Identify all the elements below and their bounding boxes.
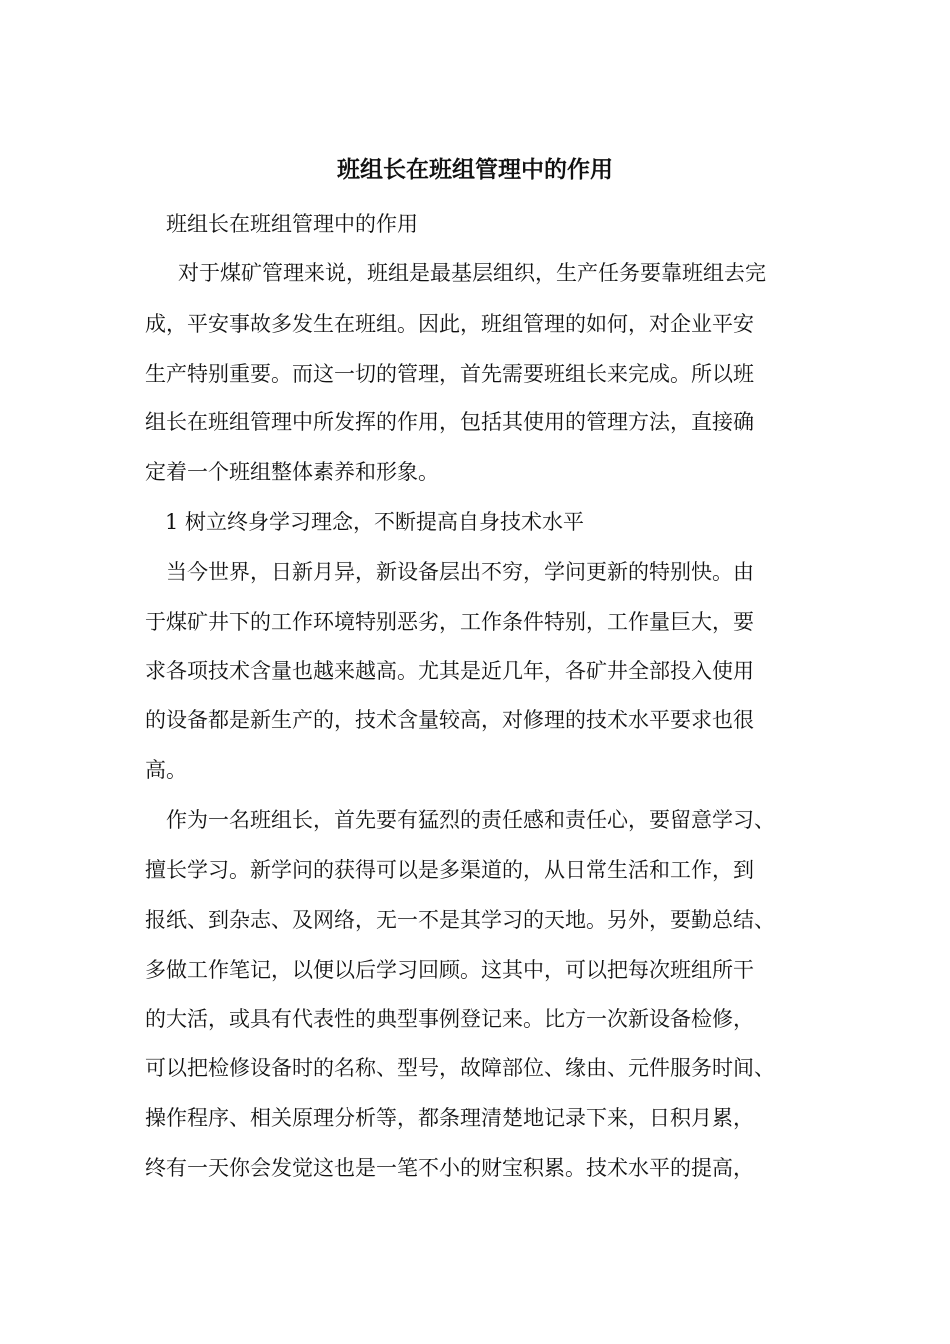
paragraph-3-line-6: 可以把检修设备时的名称、型号，故障部位、缘由、元件服务时间、 <box>145 1056 775 1080</box>
paragraph-2-line-2: 于煤矿井下的工作环境特别恶劣，工作条件特别，工作量巨大，要 <box>145 610 754 634</box>
paragraph-3-line-4: 多做工作笔记，以便以后学习回顾。这其中，可以把每次班组所干 <box>145 958 754 982</box>
subtitle-line: 班组长在班组管理中的作用 <box>166 212 418 236</box>
paragraph-2-line-5: 高。 <box>145 758 187 782</box>
paragraph-2-line-4: 的设备都是新生产的，技术含量较高，对修理的技术水平要求也很 <box>145 708 754 732</box>
paragraph-3-line-2: 擅长学习。新学问的获得可以是多渠道的，从日常生活和工作，到 <box>145 858 754 882</box>
paragraph-3-line-1: 作为一名班组长，首先要有猛烈的责任感和责任心，要留意学习、 <box>166 808 775 832</box>
paragraph-3-line-3: 报纸、到杂志、及网络，无一不是其学习的天地。另外，要勤总结、 <box>145 908 775 932</box>
section-heading-1: 1 树立终身学习理念，不断提高自身技术水平 <box>165 510 585 534</box>
paragraph-2-line-3: 求各项技术含量也越来越高。尤其是近几年，各矿井全部投入使用 <box>145 659 754 683</box>
paragraph-1-line-2: 成，平安事故多发生在班组。因此，班组管理的如何，对企业平安 <box>145 312 754 336</box>
paragraph-1-line-3: 生产特别重要。而这一切的管理，首先需要班组长来完成。所以班 <box>145 362 754 386</box>
paragraph-3-line-7: 操作程序、相关原理分析等，都条理清楚地记录下来，日积月累， <box>145 1106 754 1130</box>
document-title: 班组长在班组管理中的作用 <box>337 156 613 183</box>
paragraph-1-line-1: 对于煤矿管理来说，班组是最基层组织，生产任务要靠班组去完 <box>178 261 766 285</box>
paragraph-2-line-1: 当今世界，日新月异，新设备层出不穷，学问更新的特别快。由 <box>166 560 754 584</box>
paragraph-1-line-5: 定着一个班组整体素养和形象。 <box>145 460 439 484</box>
paragraph-3-line-8: 终有一天你会发觉这也是一笔不小的财宝积累。技术水平的提高， <box>145 1156 754 1180</box>
paragraph-3-line-5: 的大活，或具有代表性的典型事例登记来。比方一次新设备检修， <box>145 1007 754 1031</box>
paragraph-1-line-4: 组长在班组管理中所发挥的作用，包括其使用的管理方法，直接确 <box>145 410 754 434</box>
